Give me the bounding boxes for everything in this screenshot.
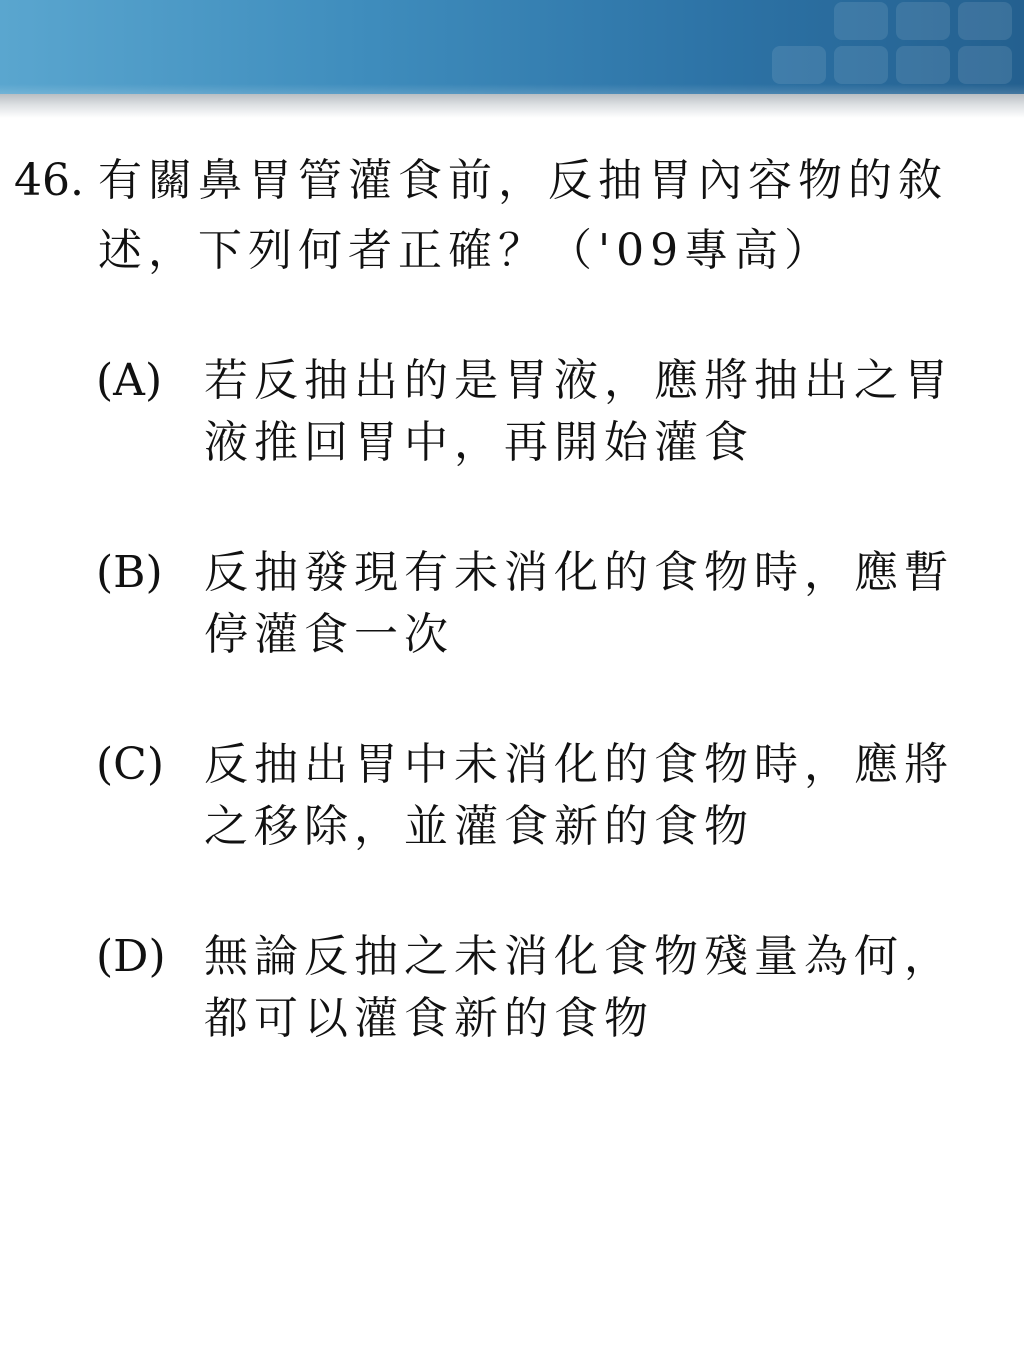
option-label: (C) <box>96 739 164 790</box>
option-text-line: 液推回胃中，再開始灌食 <box>204 417 754 468</box>
option-text-line: 停灌食一次 <box>204 609 454 660</box>
question-text-line: 述，下列何者正確？（'09專高） <box>98 225 835 276</box>
option-text-line: 反抽發現有未消化的食物時，應暫 <box>204 547 954 598</box>
decorative-tile <box>958 46 1012 84</box>
option-text-line: 若反抽出的是胃液，應將抽出之胃 <box>204 355 954 406</box>
decorative-tile <box>834 2 888 40</box>
option-text-line: 反抽出胃中未消化的食物時，應將 <box>204 739 954 790</box>
decorative-tile <box>772 46 826 84</box>
header-shadow-divider <box>0 94 1024 118</box>
option-label: (B) <box>96 547 163 598</box>
decorative-tile <box>958 2 1012 40</box>
option-text-line: 之移除，並灌食新的食物 <box>204 801 754 852</box>
slide-header-band <box>0 0 1024 94</box>
question-text-line: 有關鼻胃管灌食前，反抽胃內容物的敘 <box>98 155 948 206</box>
option-label: (D) <box>96 931 166 982</box>
decorative-tile <box>834 46 888 84</box>
decorative-tile <box>896 2 950 40</box>
decorative-tile <box>896 46 950 84</box>
question-number: 46. <box>14 155 84 206</box>
option-label: (A) <box>96 355 163 406</box>
decorative-tile-grid <box>584 0 1024 94</box>
option-text-line: 無論反抽之未消化食物殘量為何， <box>204 931 954 982</box>
option-text-line: 都可以灌食新的食物 <box>204 993 654 1044</box>
